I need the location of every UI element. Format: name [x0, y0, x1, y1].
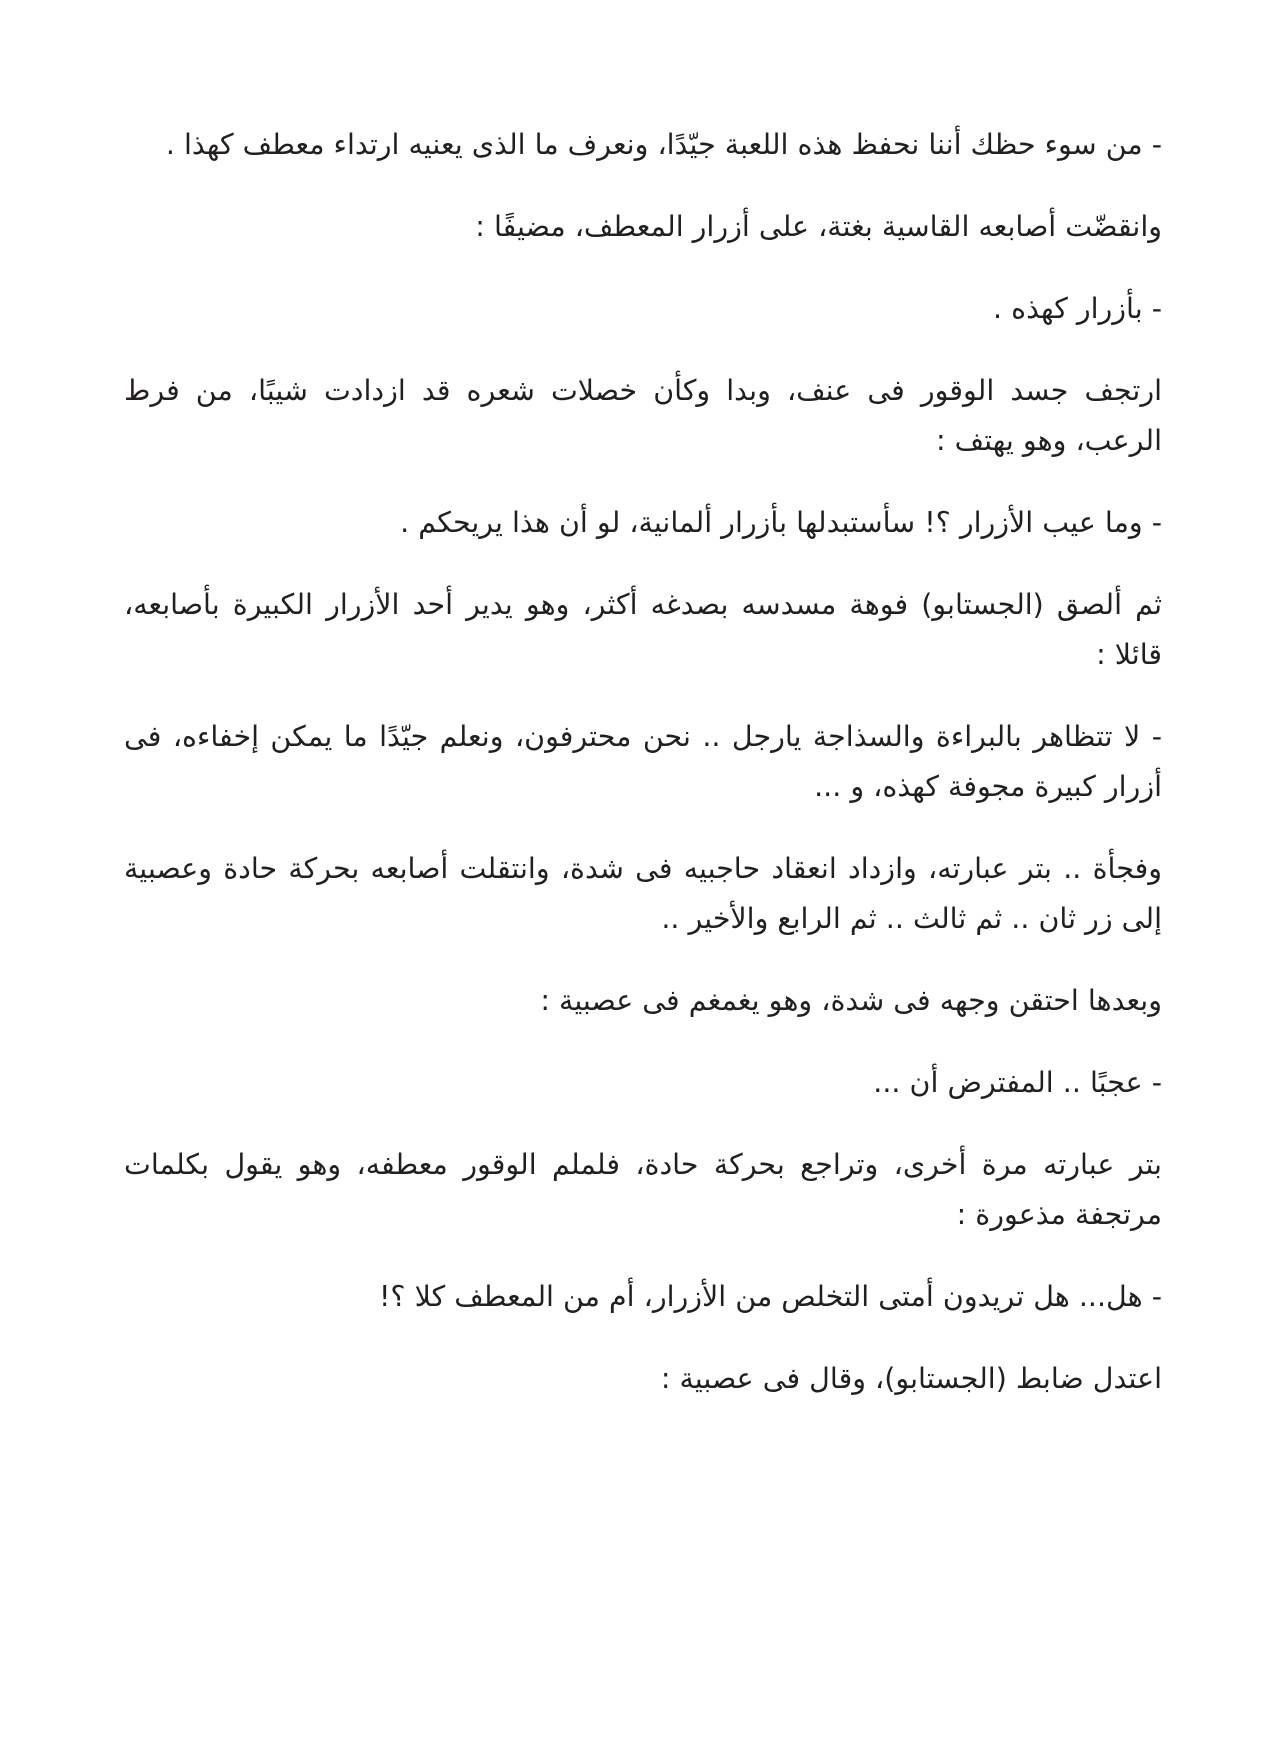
paragraph-10: - عجبًا .. المفترض أن ...	[873, 1066, 1162, 1099]
paragraph-6: ثم ألصق (الجستابو) فوهة مسدسه بصدغه أكثر، وهو يدير أحد الأزرار الكبيرة بأصابعه، قائلا :	[124, 588, 1162, 671]
paragraph-11: بتر عبارته مرة أخرى، وتراجع بحركة حادة، فلملم الوقور معطفه، وهو يقول بكلمات مرتجفة مذعورة :	[124, 1148, 1162, 1231]
paragraph-8: وفجأة .. بتر عبارته، وازداد انعقاد حاجبيه فى شدة، وانتقلت أصابعه بحركة حادة وعصبية إلى زر ثان .. ثم ثالث .. ثم الرابع والأخير ..	[124, 852, 1162, 935]
paragraph-1: - من سوء حظك أننا نحفظ هذه اللعبة جيّدًا، ونعرف ما الذى يعنيه ارتداء معطف كهذا .	[165, 128, 1162, 161]
paragraph-4: ارتجف جسد الوقور فى عنف، وبدا وكأن خصلات شعره قد ازدادت شيبًا، من فرط الرعب، وهو يهتف :	[124, 374, 1162, 457]
paragraph-2: وانقضّت أصابعه القاسية بغتة، على أزرار المعطف، مضيفًا :	[475, 210, 1162, 243]
paragraph-9: وبعدها احتقن وجهه فى شدة، وهو يغمغم فى عصبية :	[540, 984, 1162, 1017]
paragraph-7: - لا تتظاهر بالبراءة والسذاجة يارجل .. نحن محترفون، ونعلم جيّدًا ما يمكن إخفاءه، فى أزرار كبيرة مجوفة كهذه، و ...	[124, 720, 1162, 803]
paragraph-12: - هل... هل تريدون أمتى التخلص من الأزرار، أم من المعطف كلا ؟!	[378, 1280, 1162, 1313]
paragraph-3: - بأزرار كهذه .	[993, 292, 1162, 325]
paragraph-5: - وما عيب الأزرار ؟! سأستبدلها بأزرار ألمانية، لو أن هذا يريحكم .	[400, 506, 1162, 539]
paragraph-13: اعتدل ضابط (الجستابو)، وقال فى عصبية :	[660, 1362, 1162, 1395]
